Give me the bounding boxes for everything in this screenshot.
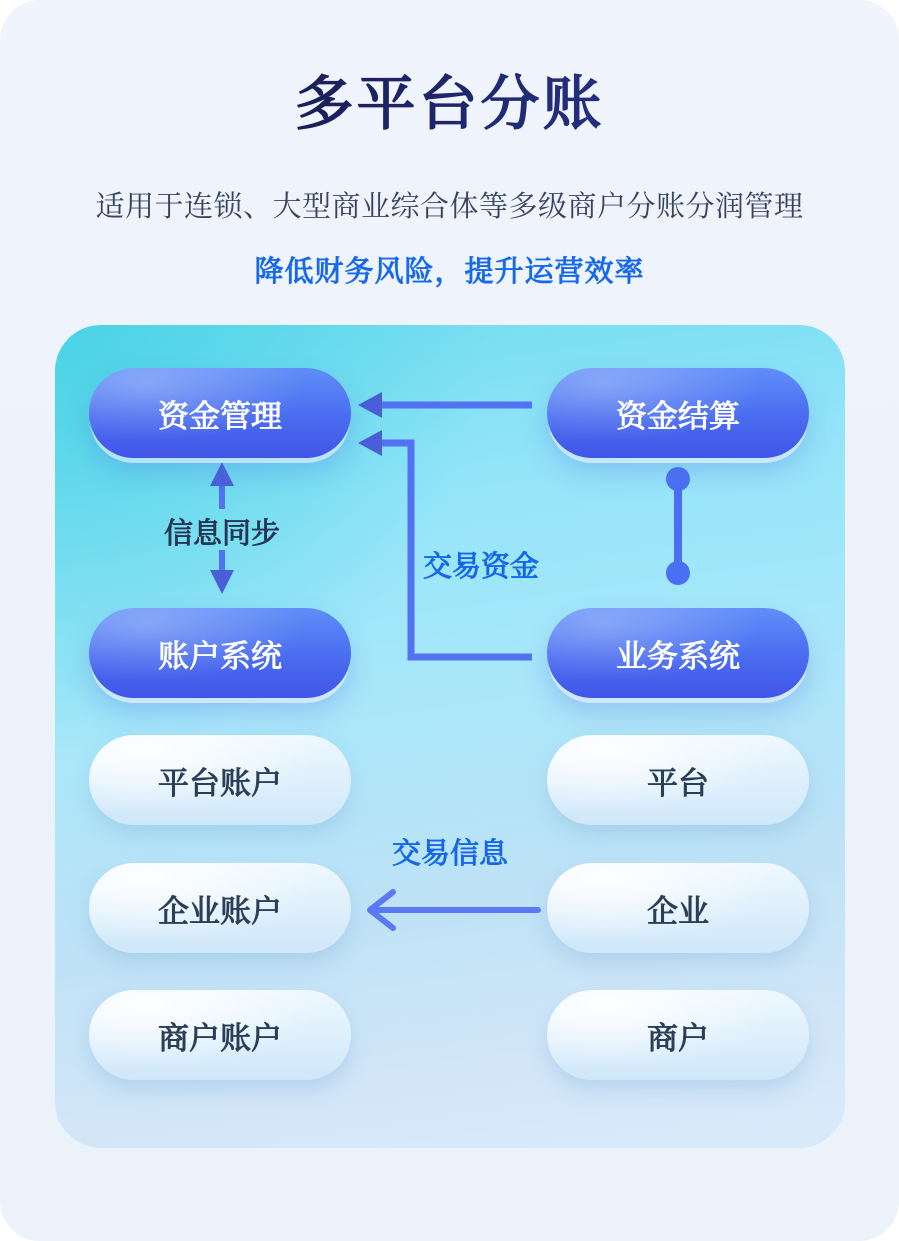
arrow-settlement-to-funds-icon: [358, 392, 532, 418]
diagram-card: [55, 325, 845, 1148]
node-account-system: 账户系统: [89, 608, 351, 698]
page-title: 多平台分账: [0, 56, 899, 141]
page-tagline: 降低财务风险，提升运营效率: [254, 256, 645, 288]
flow-label-info-sync: 信息同步: [163, 518, 280, 550]
node-merchant-account: 商户账户: [89, 990, 351, 1080]
node-platform-account: 平台账户: [89, 735, 351, 825]
node-enterprise: 企业: [547, 863, 809, 953]
node-platform: 平台: [547, 735, 809, 825]
flow-label-transaction-info: 交易信息: [391, 838, 508, 870]
node-funds-settlement: 资金结算: [547, 368, 809, 458]
flow-label-transaction-funds: 交易资金: [423, 551, 540, 583]
node-funds-management: 资金管理: [89, 368, 351, 458]
page-subtitle: 适用于连锁、大型商业综合体等多级商户分账分润管理: [95, 191, 804, 223]
node-enterprise-account: 企业账户: [89, 863, 351, 953]
node-business-system: 业务系统: [547, 608, 809, 698]
arrow-enterprise-to-account-icon: [370, 892, 538, 928]
link-settlement-to-business-icon: [666, 467, 690, 585]
node-merchant: 商户: [547, 990, 809, 1080]
